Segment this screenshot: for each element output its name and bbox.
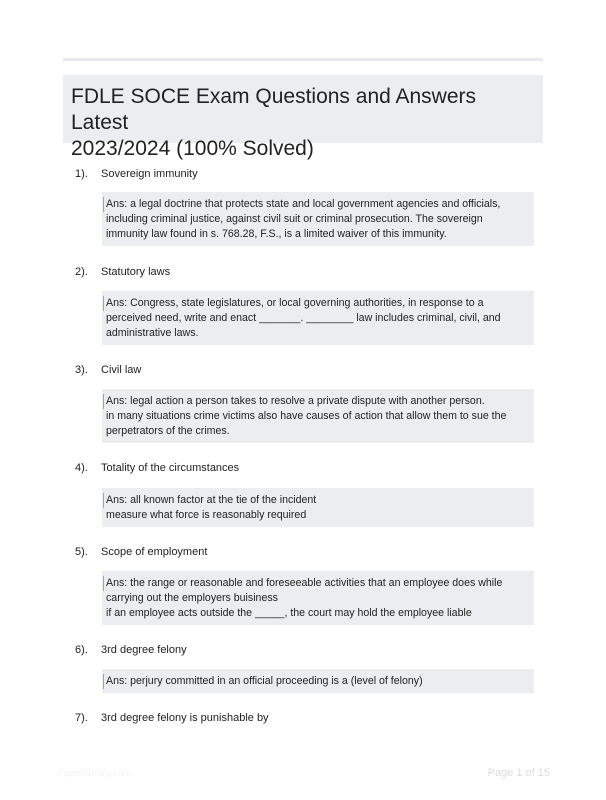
question-text: Sovereign immunity: [101, 168, 198, 180]
answer-box: [102, 389, 534, 443]
answer-line: administrative laws.: [106, 327, 199, 339]
page-indicator: Page 1 of 15: [487, 767, 550, 779]
question-text: 3rd degree felony is punishable by: [101, 712, 269, 724]
answer-box: [102, 192, 534, 246]
question-text: Scope of employment: [101, 546, 208, 558]
answer-box: [102, 291, 534, 345]
answer-line: perpetrators of the crimes.: [106, 425, 230, 437]
answer-box: [102, 669, 534, 693]
top-divider: [63, 58, 543, 61]
answer-line: Ans: legal action a person takes to resolve a private dispute with another person.: [103, 394, 528, 409]
answer-line: Ans: a legal doctrine that protects state and local government agencies and officials,: [103, 197, 528, 212]
question-number: 3).: [75, 364, 88, 376]
question-text: Totality of the circumstances: [101, 462, 240, 474]
answer-line: Ans: all known factor at the tie of the incident: [103, 493, 528, 508]
title-banner: [63, 75, 543, 160]
question-text: Statutory laws: [101, 266, 171, 278]
answer-line: carrying out the employers buisiness: [106, 592, 278, 604]
question-number: 5).: [75, 546, 88, 558]
title-line-1: FDLE SOCE Exam Questions and Answers Latest: [71, 85, 476, 134]
answer-line: Ans: the range or reasonable and foreseeable activities that an employee does while: [103, 576, 528, 591]
answer-line: immunity law found in s. 768.28, F.S., is a limited waiver of this immunity.: [106, 228, 447, 240]
question-number: 7).: [75, 712, 88, 724]
answer-line: in many situations crime victims also have causes of action that allow them to sue the: [106, 410, 507, 422]
answer-line: Ans: perjury committed in an official proceeding is a (level of felony): [103, 674, 528, 689]
question-text: 3rd degree felony: [101, 644, 187, 656]
answer-line: measure what force is reasonably required: [106, 509, 307, 521]
answer-line: if an employee acts outside the _____, the court may hold the employee liable: [106, 607, 472, 619]
question-number: 6).: [75, 644, 88, 656]
answer-line: Ans: Congress, state legislatures, or local governing authorities, in response to a: [103, 296, 528, 311]
answer-line: including criminal justice, against civil suit or criminal prosecution. The sovereign: [106, 213, 483, 225]
question-number: 2).: [75, 266, 88, 278]
answer-line: perceived need, write and enact _______. ________ law includes criminal, civil, and: [106, 312, 501, 324]
question-number: 4).: [75, 462, 88, 474]
question-text: Civil law: [101, 364, 142, 376]
title-line-2: 2023/2024 (100% Solved): [71, 137, 314, 160]
footer-watermark: Paperlibrary.com: [57, 768, 132, 779]
question-number: 1).: [75, 168, 88, 180]
answer-box: [102, 571, 534, 625]
document-title: [71, 84, 535, 162]
answer-box: [102, 488, 534, 527]
